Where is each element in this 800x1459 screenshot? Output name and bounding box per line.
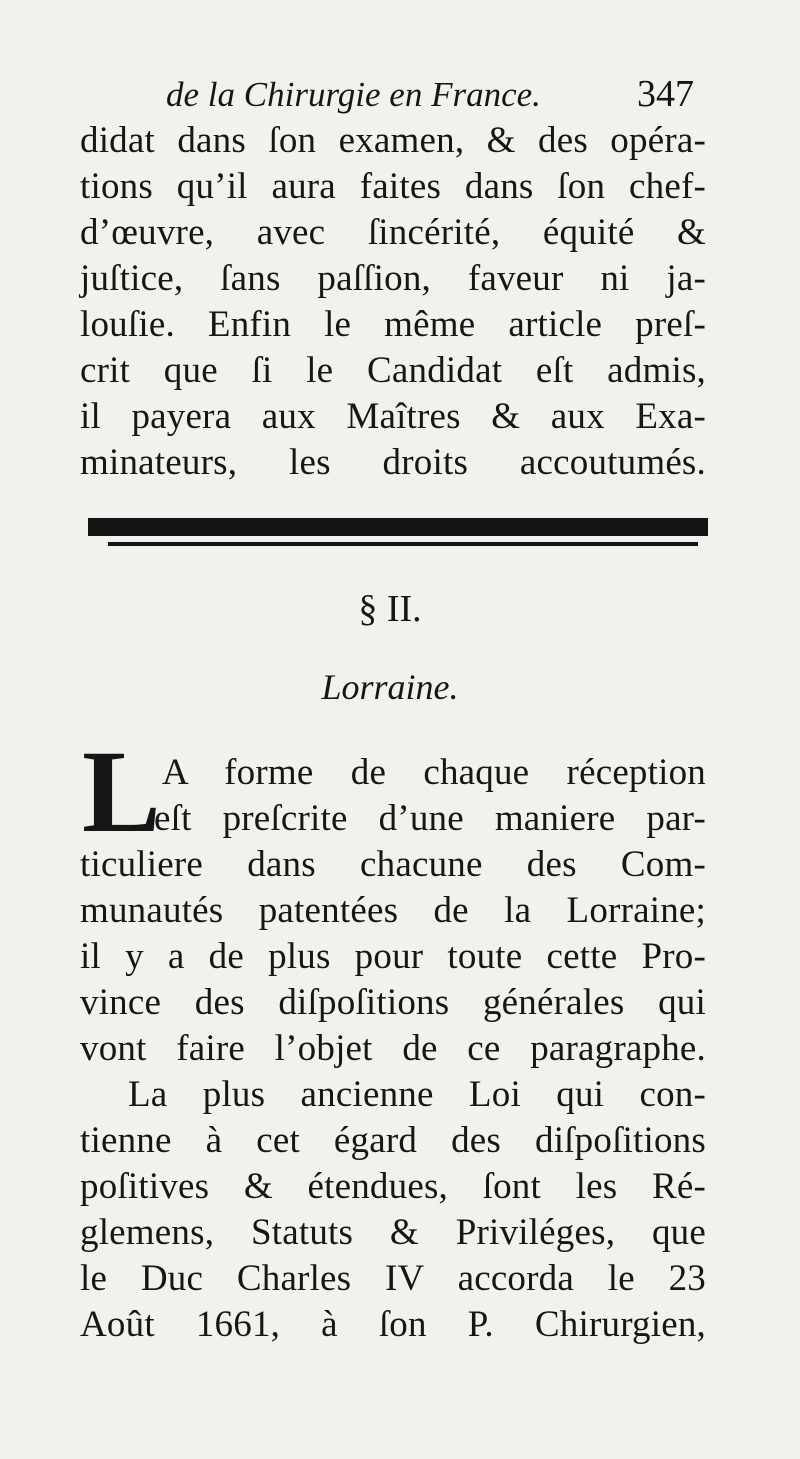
- text-line: vince des diſpoſitions générales qui: [80, 982, 706, 1023]
- body-paragraph-2: [80, 1118, 706, 1348]
- text-line: eſt preſcrite d’une maniere par-: [154, 798, 706, 839]
- text-line: minateurs, les droits accoutumés.: [80, 442, 706, 483]
- section-divider-thick: [88, 518, 708, 536]
- text-line: didat dans ſon examen, & des opéra-: [80, 120, 706, 161]
- text-line: tions qu’il aura faites dans ſon chef-: [80, 166, 706, 207]
- body-paragraph-1-indented-2: [154, 796, 706, 842]
- text-line: poſitives & étendues, ſont les Ré-: [80, 1166, 706, 1207]
- section-title: Lorraine.: [321, 667, 459, 707]
- text-line: louſie. Enfin le même article preſ-: [80, 304, 706, 345]
- running-title: de la Chirurgie en France.: [166, 75, 541, 114]
- body-paragraph-2-first-line: [128, 1072, 706, 1118]
- text-line: ticuliere dans chacune des Com-: [80, 844, 706, 885]
- text-line: tienne à cet égard des diſpoſitions: [80, 1120, 706, 1161]
- text-line: A forme de chaque réception: [162, 752, 706, 793]
- text-line: juſtice, ſans paſſion, faveur ni ja-: [80, 258, 706, 299]
- text-line: vont faire l’objet de ce paragraphe.: [80, 1028, 706, 1069]
- drop-cap: L: [82, 726, 161, 857]
- text-line: Août 1661, à ſon P. Chirurgien,: [80, 1304, 706, 1345]
- body-paragraph-1: [80, 842, 706, 1072]
- text-line: le Duc Charles IV accorda le 23: [80, 1258, 706, 1299]
- section-divider-thin: [108, 542, 698, 546]
- text-line: il y a de plus pour toute cette Pro-: [80, 936, 706, 977]
- text-line: crit que ſi le Candidat eſt admis,: [80, 350, 706, 391]
- body-paragraph-1-indented: [162, 750, 706, 796]
- text-line: il payera aux Maîtres & aux Exa-: [80, 396, 706, 437]
- text-line: La plus ancienne Loi qui con-: [128, 1074, 706, 1115]
- top-paragraph: [80, 118, 706, 486]
- text-line: d’œuvre, avec ſincérité, équité &: [80, 212, 706, 253]
- running-head: [166, 72, 694, 120]
- text-line: munautés patentées de la Lorraine;: [80, 890, 706, 931]
- text-line: glemens, Statuts & Priviléges, que: [80, 1212, 706, 1253]
- page-number: 347: [637, 73, 694, 115]
- section-number: § II.: [358, 588, 422, 630]
